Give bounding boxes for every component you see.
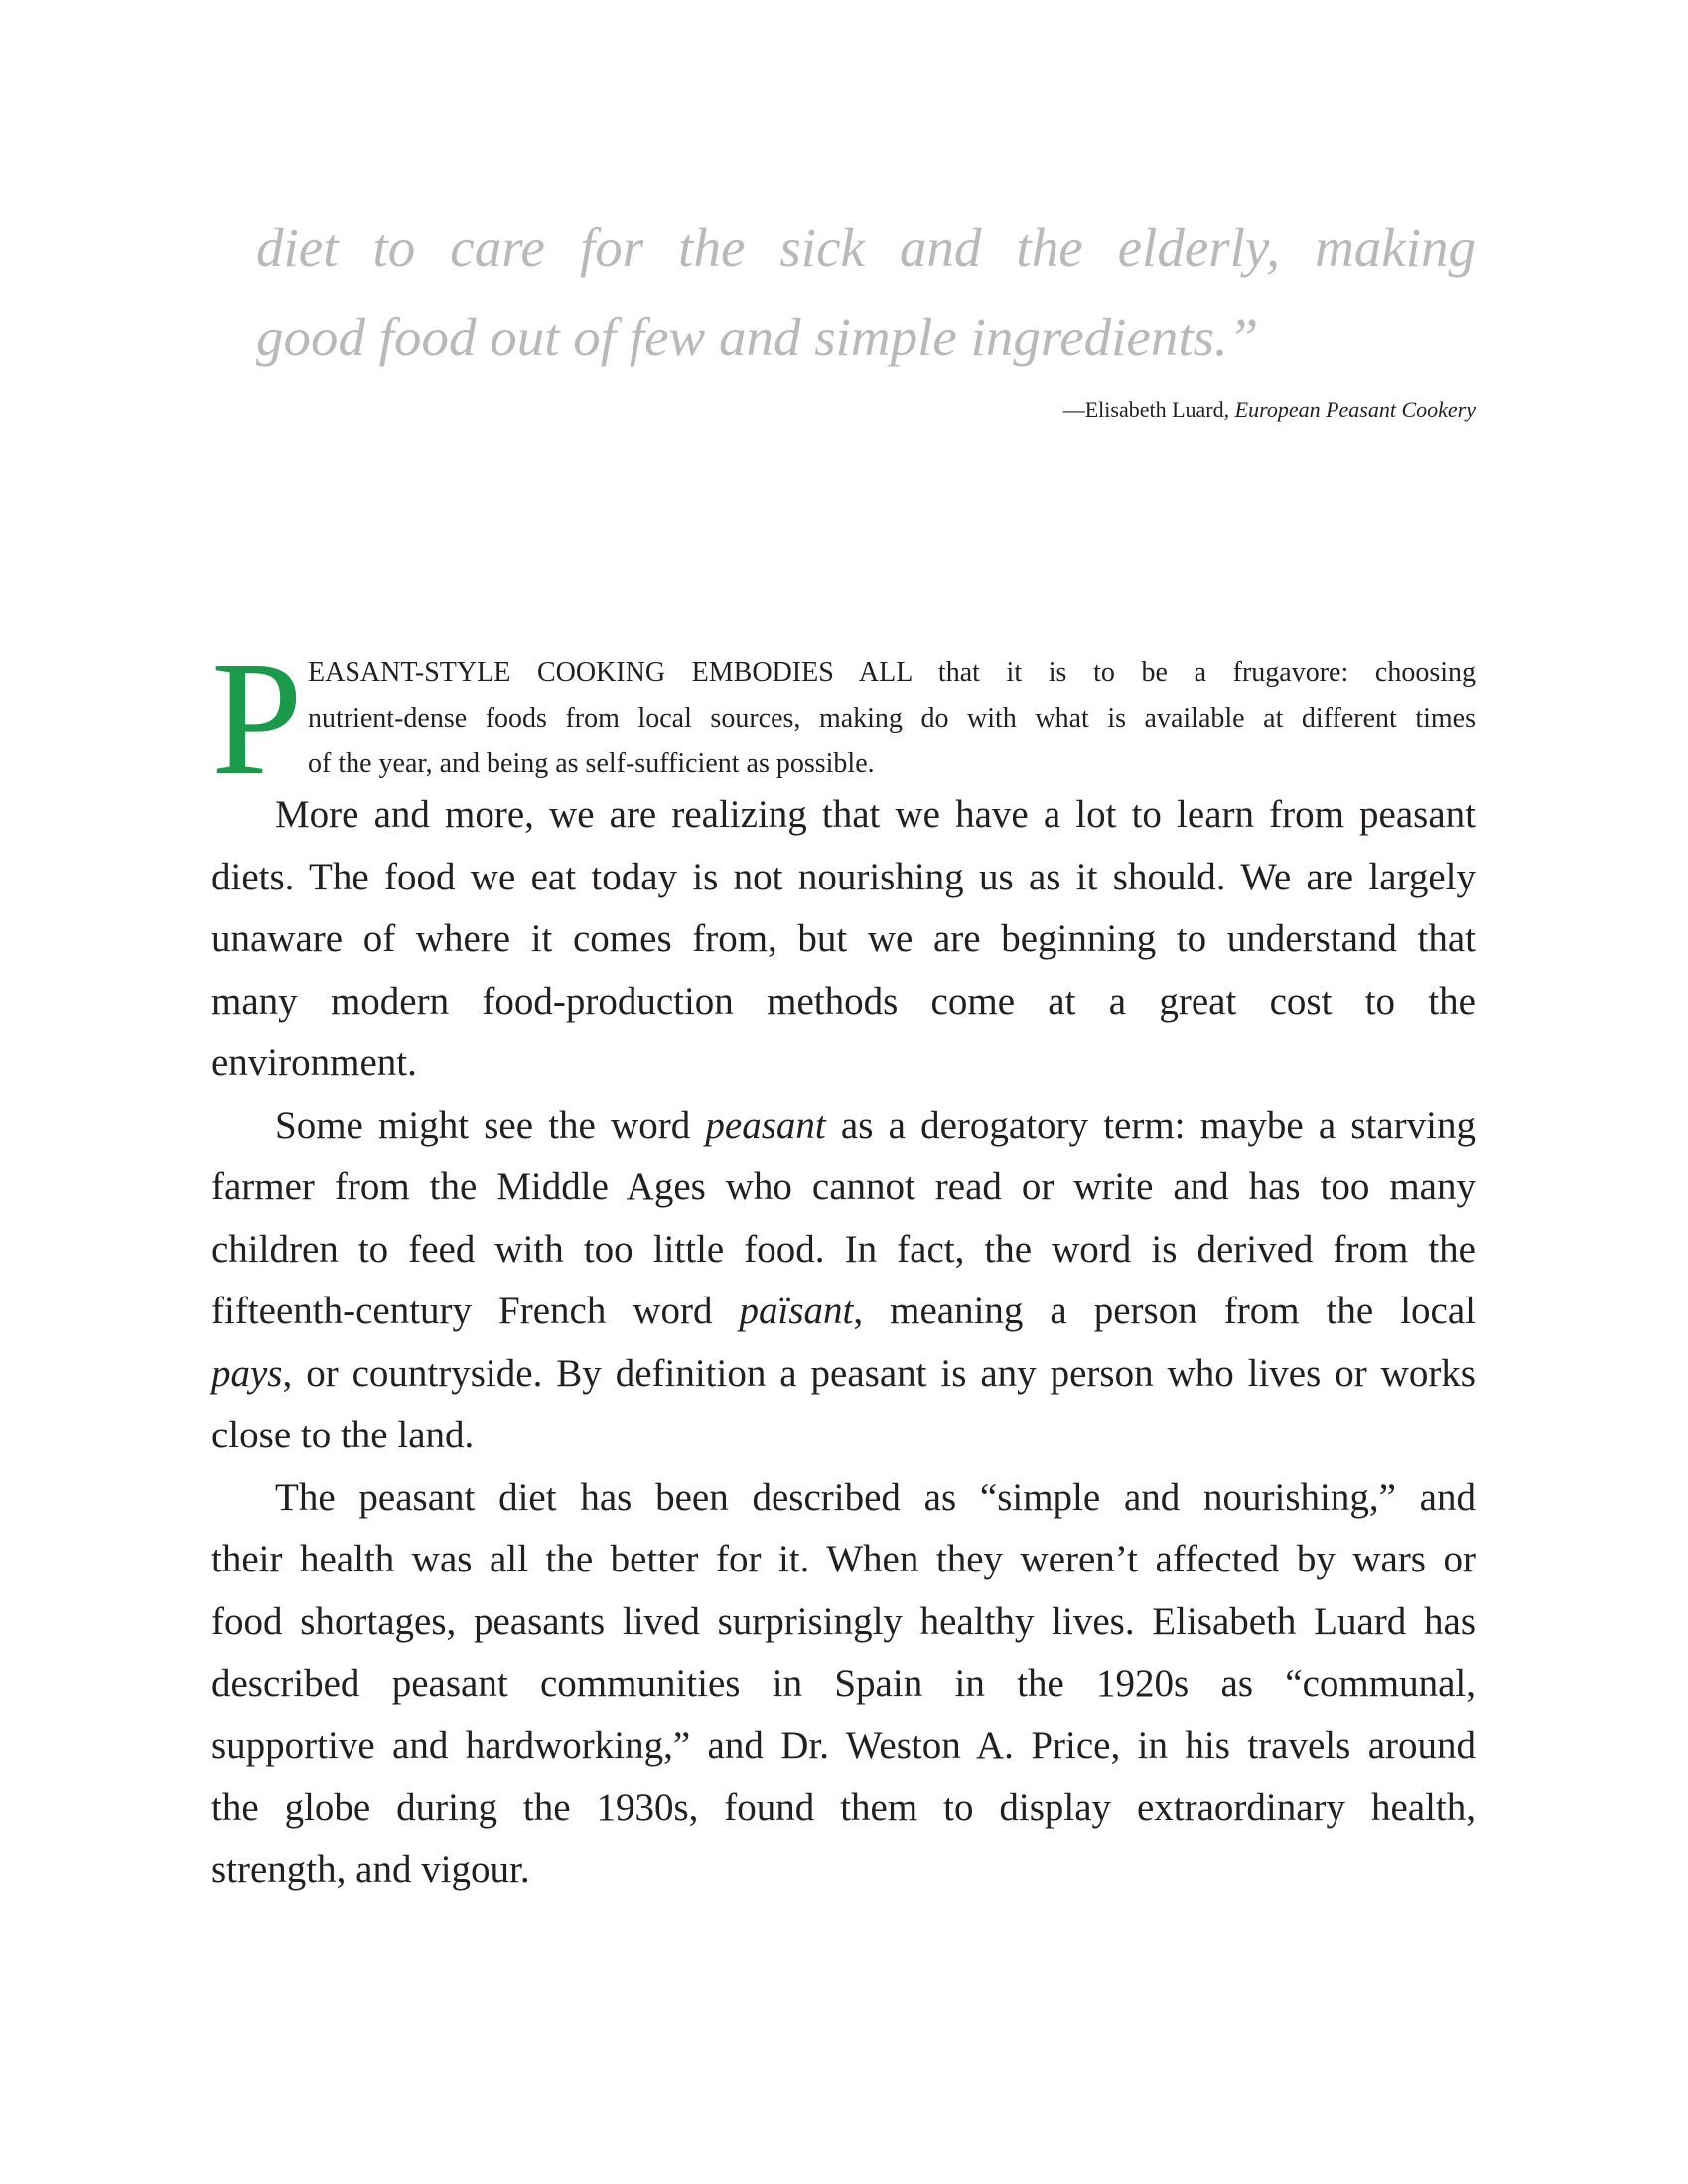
paragraph [211, 784, 1476, 1095]
epigraph-quote [256, 204, 1476, 382]
paragraph [211, 1467, 1476, 1902]
drop-cap: P [211, 627, 303, 809]
body-text [211, 784, 1476, 1901]
attribution-work-title: European Peasant Cookery [1234, 397, 1476, 422]
epigraph-line: good food out of few and simple ingredients.” [256, 307, 1259, 367]
text-line: the globe during the 1930s, found them to display extraordinary health, [211, 1786, 1476, 1829]
text-run: fifteenth-century French word [211, 1290, 740, 1332]
text-line [211, 1095, 1476, 1158]
epigraph-attribution [1063, 397, 1476, 423]
text-run: , meaning a person from the local [853, 1290, 1476, 1332]
text-line: close to the land. [211, 1414, 475, 1456]
text-line: food shortages, peasants lived surprisingly healthy lives. Elisabeth Luard has [211, 1599, 1476, 1643]
attribution-author: —Elisabeth Luard, [1062, 397, 1235, 422]
text-line: farmer from the Middle Ages who cannot read or write and has too many [211, 1165, 1476, 1208]
text-line: strength, and vigour. [211, 1847, 530, 1891]
text-line: diets. The food we eat today is not nourishing us as it should. We are largely [211, 855, 1476, 898]
text-run: , or countryside. By definition a peasant is any person who lives or works [282, 1351, 1476, 1395]
text-line: many modern food-production methods come at a great cost to the [211, 979, 1476, 1023]
text-run: Some might see the word [275, 1103, 706, 1147]
text-line [211, 1281, 1476, 1343]
lede-line: of the year, and being as self-sufficient as possible. [308, 749, 875, 779]
lede-line: nutrient-dense foods from local sources, making do with what is available at different times [308, 703, 1476, 734]
text-line: environment. [211, 1041, 417, 1084]
lede-paragraph [211, 627, 1476, 809]
text-line: More and more, we are realizing that we have a lot to learn from peasant [275, 793, 1476, 836]
lede-line: EASANT-STYLE COOKING EMBODIES ALL that it is to be a frugavore: choosing [308, 657, 1476, 688]
text-line: their health was all the better for it. When they weren’t affected by wars or [211, 1538, 1476, 1580]
paragraph [211, 1095, 1476, 1467]
text-line: described peasant communities in Spain in the 1920s as “communal, [211, 1662, 1476, 1705]
text-line [211, 1343, 1476, 1406]
text-line: The peasant diet has been described as “simple and nourishing,” and [275, 1475, 1476, 1519]
epigraph-line: diet to care for the sick and the elderly, making [256, 217, 1476, 278]
text-line: unaware of where it comes from, but we are beginning to understand that [211, 917, 1476, 960]
text-run: as a derogatory term: maybe a starving [825, 1103, 1476, 1147]
emphasis-word: pays [211, 1351, 283, 1395]
emphasis-word: païsant [739, 1290, 854, 1332]
text-line: children to feed with too little food. In fact, the word is derived from the [211, 1227, 1476, 1271]
emphasis-word: peasant [705, 1103, 826, 1147]
text-line: supportive and hardworking,” and Dr. Weston A. Price, in his travels around [211, 1723, 1476, 1767]
